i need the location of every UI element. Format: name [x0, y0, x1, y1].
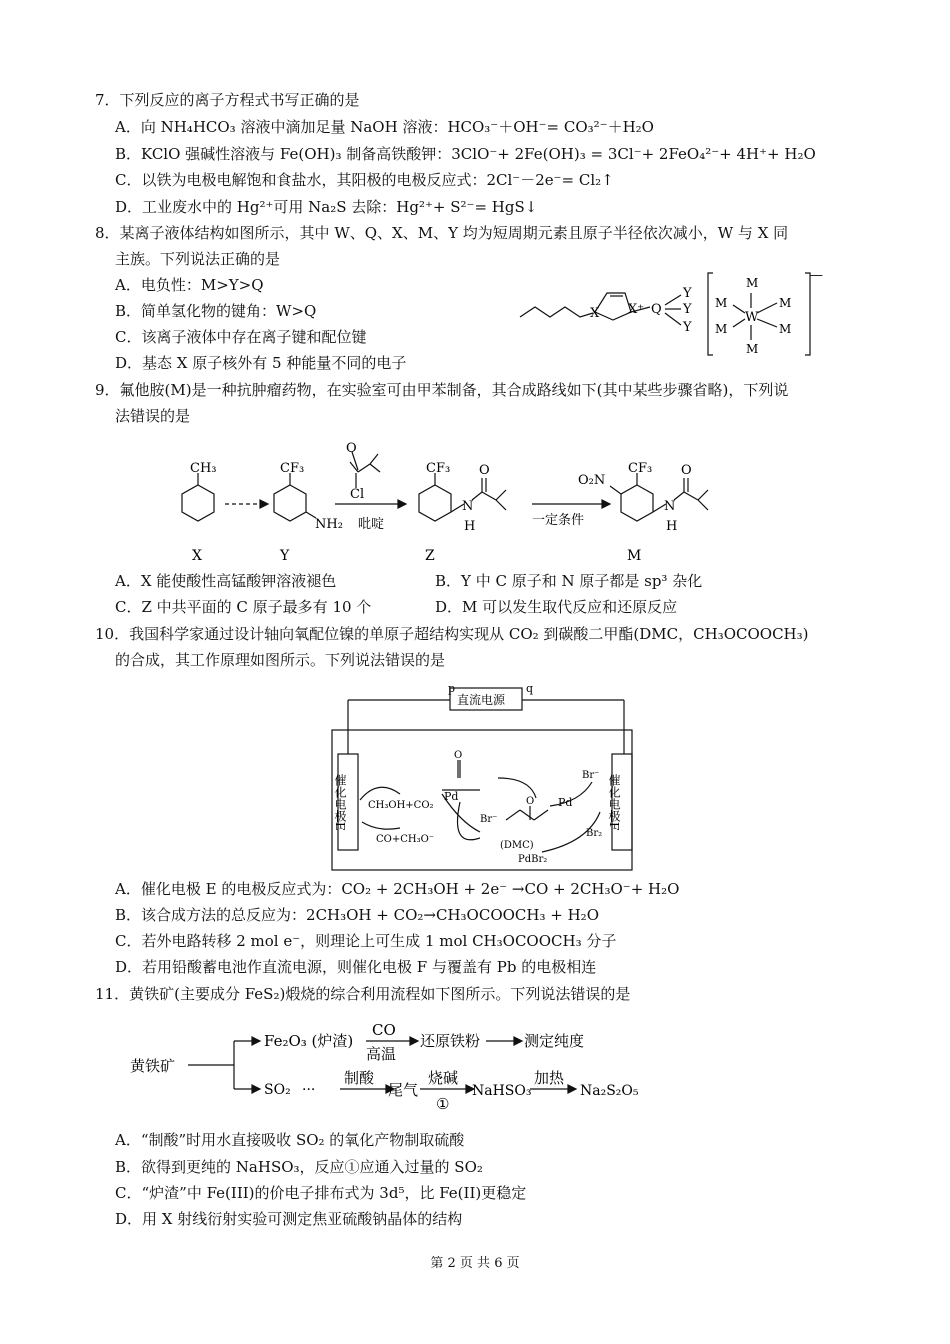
q9-label-y: Y [280, 548, 290, 564]
q7-option-d: D．工业废水中的 Hg²⁺可用 Na₂S 去除：Hg²⁺+ S²⁻= HgS↓ [115, 198, 538, 216]
q8-ionic-liquid-structure [515, 265, 825, 365]
q7-stem: 7．下列反应的离子方程式书写正确的是 [95, 91, 360, 109]
q7-option-a: A．向 NH₄HCO₃ 溶液中滴加足量 NaOH 溶液：HCO₃⁻＋OH⁻= CO₃²⁻＋H₂O [115, 118, 654, 136]
q10-fig-input: CH₃OH+CO₂ [368, 800, 434, 811]
q9-fig-h-m: H [666, 519, 678, 534]
q9-fig-cf3-z: CF₃ [426, 461, 451, 476]
q10-fig-br2: Br₂ [586, 828, 603, 839]
q10-option-a: A．催化电极 E 的电极反应式为：CO₂ + 2CH₃OH + 2e⁻ →CO + 2CH₃O⁻+ H₂O [115, 880, 680, 898]
q9-fig-cf3-m: CF₃ [628, 461, 653, 476]
q11-fig-tail: 尾气 [388, 1081, 419, 1099]
q9-fig-n-m: N [664, 499, 676, 514]
q8-fig-m2: M [715, 296, 728, 310]
q10-fig-electrode-e: 催化电极E [333, 774, 347, 831]
q9-fig-cl: Cl [350, 487, 365, 502]
q9-fig-condition: 一定条件 [532, 513, 585, 528]
q7-option-b: B．KClO 强碱性溶液与 Fe(OH)₃ 制备高铁酸钾：3ClO⁻+ 2Fe(OH)₃ = 3Cl⁻+ 2FeO₄²⁻+ 4H⁺+ H₂O [115, 145, 816, 163]
q10-fig-br-2: Br⁻ [582, 770, 600, 781]
q7-option-c: C．以铁为电极电解饱和食盐水，其阳极的电极反应式：2Cl⁻－2e⁻= Cl₂↑ [115, 171, 614, 189]
q10-fig-pdbr2: PdBr₂ [518, 854, 548, 865]
q9-fig-o-reagent: O [346, 441, 357, 456]
q11-option-a: A．“制酸”时用水直接吸收 SO₂ 的氧化产物制取硫酸 [115, 1131, 465, 1149]
q9-option-d: D．M 可以发生取代反应和还原反应 [435, 598, 678, 616]
q11-fig-co: CO [372, 1021, 396, 1039]
q8-fig-minus: — [810, 268, 823, 283]
q9-fig-pyridine: 吡啶 [358, 517, 385, 532]
q11-fig-ore: 黄铁矿 [130, 1057, 176, 1075]
q11-fig-purity: 测定纯度 [524, 1032, 585, 1050]
page-footer: 第 2 页 共 6 页 [430, 1256, 520, 1271]
q10-fig-o-2: O [526, 796, 535, 807]
q11-fig-dots: ··· [302, 1082, 316, 1098]
q9-label-z: Z [425, 548, 435, 564]
q8-fig-x: X [590, 306, 600, 321]
q9-option-b: B．Y 中 C 原子和 N 原子都是 sp³ 杂化 [435, 572, 703, 590]
q10-option-d: D．若用铅酸蓄电池作直流电源，则催化电极 F 与覆盖有 Pb 的电极相连 [115, 958, 597, 976]
q11-fig-so2: SO₂ [264, 1082, 291, 1098]
q11-fig-product: Na₂S₂O₅ [580, 1083, 639, 1099]
q8-fig-y2: Y [683, 302, 692, 317]
q9-fig-o-z: O [479, 463, 490, 478]
q10-fig-pd-2: Pd [558, 796, 573, 809]
q9-fig-nh2: NH₂ [315, 517, 343, 532]
q8-fig-q: Q [651, 302, 662, 317]
q10-fig-o-1: O [454, 750, 463, 761]
q9-fig-h-z: H [464, 519, 476, 534]
q10-option-b: B．该合成方法的总反应为：2CH₃OH + CO₂→CH₃OCOOCH₃ + H₂O [115, 906, 599, 924]
q11-fig-acid: 制酸 [344, 1069, 375, 1087]
q8-option-a: A．电负性：M>Y>Q [115, 276, 264, 294]
q10-fig-electrode-f: 催化电极F [607, 774, 621, 831]
q9-stem-1: 9．氟他胺(M)是一种抗肿瘤药物，在实验室可由甲苯制备，其合成路线如下(其中某些步骤省略)，下列说 [95, 381, 789, 399]
q10-fig-output: CO+CH₃O⁻ [376, 834, 435, 845]
q10-fig-pd-1: Pd [444, 790, 459, 803]
q10-fig-br-1: Br⁻ [480, 814, 498, 825]
q8-fig-m4: M [715, 322, 728, 336]
q10-stem-2: 的合成，其工作原理如图所示。下列说法错误的是 [115, 651, 446, 669]
q10-fig-power: 直流电源 [457, 693, 506, 707]
q8-fig-y1: Y [683, 286, 692, 301]
q11-option-c: C．“炉渣”中 Fe(III)的价电子排布式为 3d⁵，比 Fe(II)更稳定 [115, 1184, 527, 1202]
q11-fig-nahso3: NaHSO₃ [472, 1083, 532, 1099]
q8-fig-m6: M [746, 342, 759, 356]
q9-fig-n-z: N [462, 499, 474, 514]
q11-fig-high-temp: 高温 [366, 1045, 397, 1063]
q11-fig-step-1: ① [436, 1095, 450, 1113]
q10-fig-q: q [526, 682, 534, 695]
q10-fig-dmc: (DMC) [500, 840, 534, 851]
q11-fig-iron: 还原铁粉 [420, 1032, 481, 1050]
q9-fig-o-m: O [681, 463, 692, 478]
q10-electrolysis-diagram [330, 682, 640, 874]
q11-fig-naoh: 烧碱 [428, 1069, 459, 1087]
q8-option-d: D．基态 X 原子核外有 5 种能量不同的电子 [115, 354, 407, 372]
q8-fig-m1: M [746, 276, 759, 290]
q8-fig-xplus: X⁺ [628, 302, 645, 317]
q9-synthesis-route [170, 440, 770, 570]
q9-label-x: X [192, 548, 202, 564]
q11-flowchart [130, 1015, 650, 1115]
q11-option-d: D．用 X 射线衍射实验可测定焦亚硫酸钠晶体的结构 [115, 1210, 463, 1228]
q11-fig-heat: 加热 [534, 1069, 565, 1087]
q9-fig-o2n: O₂N [578, 473, 606, 488]
q8-fig-m3: M [779, 296, 792, 310]
q8-fig-w: W [745, 310, 759, 325]
q9-fig-ch3: CH₃ [190, 461, 217, 476]
q11-stem: 11．黄铁矿(主要成分 FeS₂)煅烧的综合利用流程如下图所示。下列说法错误的是 [95, 985, 631, 1003]
q8-fig-m5: M [779, 322, 792, 336]
q9-option-a: A．X 能使酸性高锰酸钾溶液褪色 [115, 572, 337, 590]
q10-stem-1: 10．我国科学家通过设计轴向氧配位镍的单原子超结构实现从 CO₂ 到碳酸二甲酯(DMC，CH₃OCOOCH₃) [95, 625, 809, 643]
q8-stem-2: 主族。下列说法正确的是 [115, 250, 281, 268]
q8-option-c: C．该离子液体中存在离子键和配位键 [115, 328, 367, 346]
q10-fig-p: p [448, 682, 456, 695]
q9-stem-2: 法错误的是 [115, 407, 191, 425]
q8-fig-y3: Y [683, 320, 692, 335]
q10-option-c: C．若外电路转移 2 mol e⁻，则理论上可生成 1 mol CH₃OCOOCH₃ 分子 [115, 932, 617, 950]
q9-option-c: C．Z 中共平面的 C 原子最多有 10 个 [115, 598, 372, 616]
q8-stem-1: 8．某离子液体结构如图所示，其中 W、Q、X、M、Y 均为短周期元素且原子半径依次减小，W 与 X 同 [95, 224, 789, 242]
q11-fig-fe2o3: Fe₂O₃ (炉渣) [264, 1032, 354, 1050]
q9-fig-cf3-y: CF₃ [280, 461, 305, 476]
q8-option-b: B．简单氢化物的键角：W>Q [115, 302, 317, 320]
q9-label-m: M [627, 548, 642, 564]
q11-option-b: B．欲得到更纯的 NaHSO₃，反应①应通入过量的 SO₂ [115, 1158, 483, 1176]
